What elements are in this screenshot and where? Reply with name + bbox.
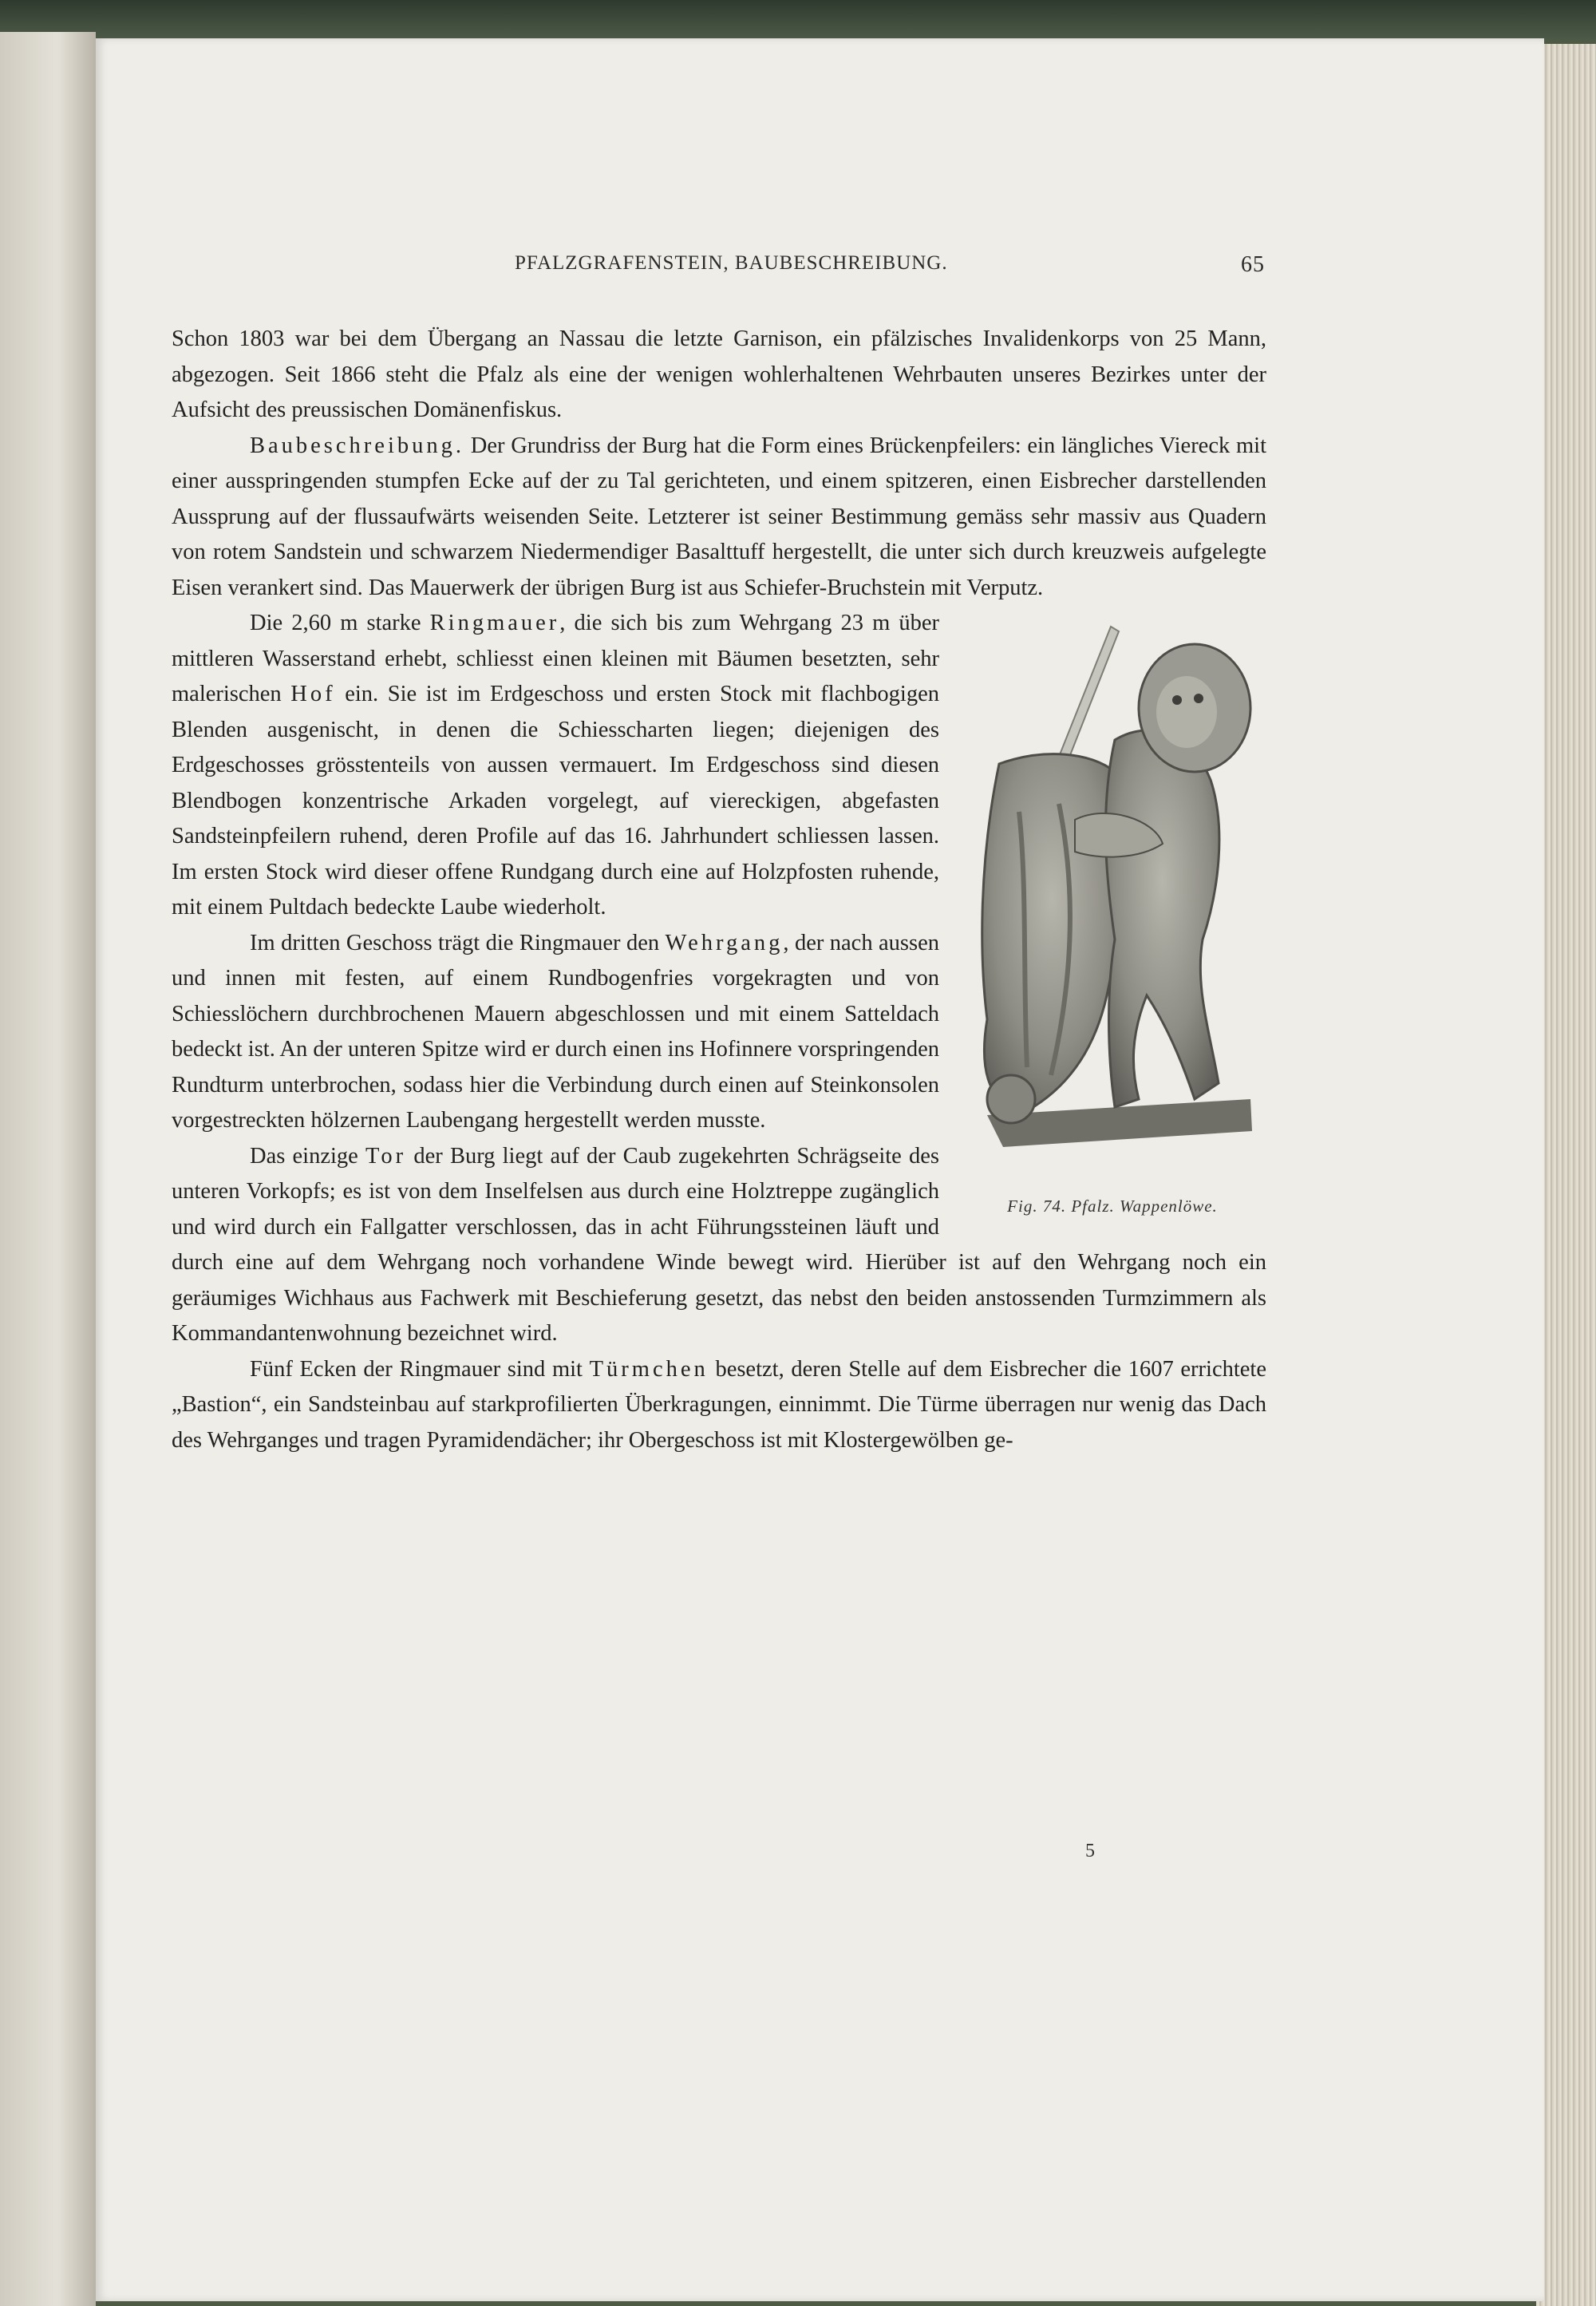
- paragraph-6-text-a: Fünf Ecken der Ringmauer sind mit: [250, 1356, 590, 1382]
- spaced-term-tor: Tor: [365, 1143, 407, 1169]
- lion-sculpture-image: [955, 620, 1266, 1179]
- spaced-term-ringmauer: Ringmauer: [429, 611, 560, 635]
- figure-caption: Fig. 74. Pfalz. Wappenlöwe.: [1007, 1197, 1218, 1216]
- paragraph-6-text-b: besetzt, deren Stelle auf dem Eisbrecher die 1607 errichtete „Bastion“, ein Sandsteinbau auf starkprofilierten Überkragungen, einnimmt. Die Türme überragen nur wenig das Dach des Wehrganges und tragen Pyramidendächer; ihr Obergeschoss ist mit Klostergewölben ge-: [172, 1356, 1266, 1453]
- paragraph-4-text-a: Im dritten Geschoss trägt die Ringmauer den: [250, 930, 666, 955]
- spaced-term-wehrgang: Wehrgang: [665, 930, 784, 955]
- spaced-term-hof: Hof: [290, 682, 336, 706]
- paragraph-5-text-b: der Burg liegt auf der Caub zugekehrten Schrägseite des unteren Vorkopfs; es ist von dem Inselfelsen aus durch eine Holztreppe zugänglich und wird durch ein Fallgatter verschlossen, das in acht Führungssteinen läuft und durch eine auf dem Wehrgang noch vorhandene Winde bewegt wird. Hierüber ist auf den Wehrgang noch ein geräumiges Wichhaus aus Fachwerk mit Beschieferung gesetzt, das nebst den beiden anstossenden Turmzimmern als Kommandantenwohnung bezeichnet wird.: [172, 1143, 1266, 1346]
- signature-mark: 5: [1085, 1841, 1095, 1861]
- body-text: [172, 322, 1266, 1458]
- paragraph-2-text: Der Grundriss der Burg hat die Form eines Brückenpfeilers: ein längliches Viereck mit einer ausspringenden stumpfen Ecke auf der zu Tal gerichteten, und einem spitzeren, einen Eisbrecher darstellenden Aussprung auf der flussaufwärts weisenden Seite. Letzterer ist seiner Bestimmung gemäss sehr massiv aus Quadern von rotem Sandstein und schwarzem Niedermendiger Basalttuff hergestellt, die unter sich durch kreuzweis aufgelegte Eisen verankert sind. Das Mauerwerk der übrigen Burg ist aus Schiefer-Bruchstein mit Verputz.: [172, 433, 1266, 600]
- paragraph-1: Schon 1803 war bei dem Übergang an Nassau die letzte Garnison, ein pfälzisches Invalidenkorps von 25 Mann, abgezogen. Seit 1866 steht die Pfalz als eine der wenigen wohlerhaltenen Wehrbauten unseres Bezirkes unter der Aufsicht des preussischen Domänenfiskus.: [172, 326, 1266, 422]
- book-page: [96, 38, 1544, 2301]
- paragraph-6: [172, 1352, 1266, 1459]
- running-header: [184, 252, 1265, 284]
- facing-page-edge: [0, 32, 96, 2306]
- page-stack-edges: [1536, 44, 1596, 2306]
- paragraph-4-text-b: , der nach aussen und innen mit festen, auf einem Rundbogenfries vorgekragten und von Schiesslöchern durchbrochenen Mauern abgeschlossen und mit einem Satteldach bedeckt ist. An der unteren Spitze wird er durch einen ins Hofinnere vorspringenden Rundturm unterbrochen, sodass hier die Verbindung durch einen auf Steinkonsolen vorgestreckten hölzernen Laubengang hergestellt werden musste.: [172, 930, 939, 1133]
- paragraph-3-text-a: Die 2,60 m starke: [250, 611, 430, 635]
- page-number: 65: [1241, 252, 1265, 277]
- running-title: PFALZGRAFENSTEIN, BAUBESCHREIBUNG.: [515, 252, 948, 274]
- spaced-heading-baubeschreibung: Baubeschreibung.: [250, 433, 464, 458]
- figure-wappenloewe: [955, 620, 1266, 1227]
- spaced-term-tuermchen: Türmchen: [589, 1356, 709, 1382]
- book-binding-shadow: [0, 0, 1596, 40]
- paragraph-3-text-b: , die sich bis zum Wehrgang 23 m über mittleren Wasserstand erhebt, schliesst einen kleinen mit Bäumen besetzten, sehr malerischen: [172, 611, 939, 706]
- paragraph-3-text-c: ein. Sie ist im Erdgeschoss und ersten Stock mit flachbogigen Blenden ausgenischt, in denen die Schiesscharten liegen; diejenigen des Erdgeschosses grösstenteils von aussen vermauert. Im Erdgeschoss sind diesen Blendbogen konzentrische Arkaden vorgelegt, auf viereckigen, abgefasten Sandsteinpfeilern ruhend, deren Profile auf das 16. Jahrhundert schliessen lassen. Im ersten Stock wird dieser offene Rundgang durch eine auf Holzpfosten ruhende, mit einem Pultdach bedeckte Laube wiederholt.: [172, 682, 939, 920]
- paragraph-2: [172, 429, 1266, 607]
- paragraph-5-text-a: Das einzige: [250, 1143, 365, 1169]
